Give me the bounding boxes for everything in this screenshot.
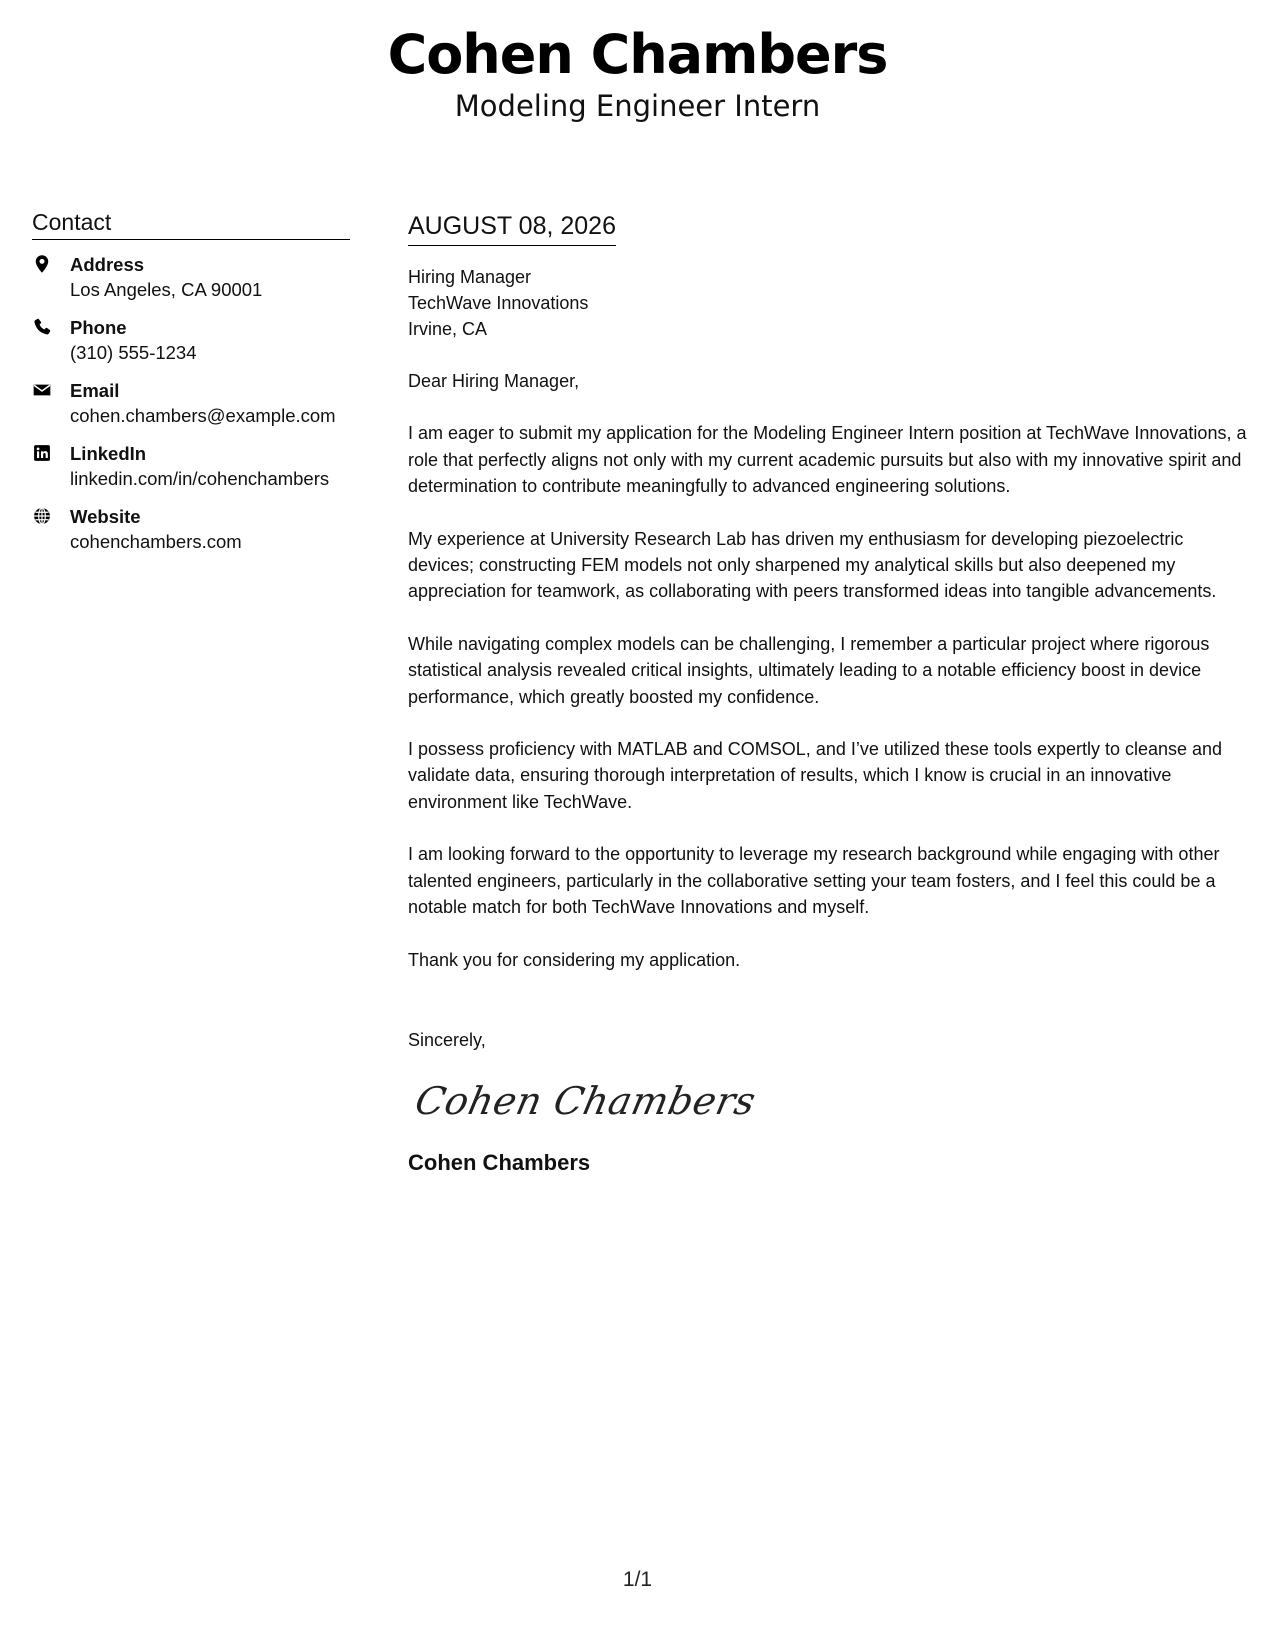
envelope-icon <box>32 378 70 400</box>
thanks-line: Thank you for considering my application. <box>408 949 741 970</box>
contact-item-email <box>32 378 350 428</box>
contact-value: Los Angeles, CA 90001 <box>70 279 263 300</box>
letter-header <box>0 24 1275 124</box>
contact-label: LinkedIn <box>70 443 147 464</box>
contact-value: cohenchambers.com <box>70 531 242 552</box>
applicant-name: Cohen Chambers <box>387 23 888 86</box>
recipient-company: TechWave Innovations <box>408 293 589 313</box>
contact-item-website <box>32 504 350 554</box>
salutation: Dear Hiring Manager, <box>408 371 580 391</box>
contact-item-linkedin <box>32 441 350 491</box>
contact-label: Email <box>70 380 120 401</box>
contact-label: Address <box>70 254 145 275</box>
letter-date: AUGUST 08, 2026 <box>408 210 616 246</box>
phone-icon <box>32 315 70 337</box>
paragraph-1: I am eager to submit my application for the Modeling Engineer Intern position at TechWave Innovations, a role that perfectly aligns not only with my current academic pursuits but also with my innovative spirit and determination to contribute meaningfully to advanced engineering solutions. <box>408 423 1247 497</box>
paragraph-4: I possess proficiency with MATLAB and COMSOL, and I’ve utilized these tools expertly to cleanse and validate data, ensuring thorough interpretation of results, which I know is crucial in an innovative environment like TechWave. <box>408 739 1223 812</box>
recipient-location: Irvine, CA <box>408 319 488 339</box>
recipient-block <box>408 264 1250 342</box>
contact-item-address <box>32 252 350 302</box>
location-pin-icon <box>32 252 70 274</box>
letter-body <box>408 210 1250 1177</box>
page-number: 1/1 <box>622 1568 653 1591</box>
contact-label: Phone <box>70 317 127 338</box>
contact-heading: Contact <box>32 208 350 240</box>
paragraph-5: I am looking forward to the opportunity to leverage my research background while engaging with other talented engineers, particularly in the collaborative setting your team fosters, and I feel this could be a notable match for both TechWave Innovations and myself. <box>408 844 1220 918</box>
paragraph-2: My experience at University Research Lab has driven my enthusiasm for developing piezoelectric devices; constructing FEM models not only sharpened my analytical skills but also deepened my appreciation for teamwork, as collaborating with peers transformed ideas into tangible advancements. <box>408 528 1217 602</box>
contact-value: linkedin.com/in/cohenchambers <box>70 468 330 489</box>
signed-name: Cohen Chambers <box>408 1150 591 1176</box>
contact-value: cohen.chambers@example.com <box>70 405 336 426</box>
recipient-title: Hiring Manager <box>408 267 532 287</box>
contact-list <box>32 252 350 554</box>
globe-icon <box>32 504 70 526</box>
contact-sidebar <box>32 208 350 567</box>
signature: Cohen Chambers <box>411 1079 760 1124</box>
paragraph-3: While navigating complex models can be challenging, I remember a particular project where rigorous statistical analysis revealed critical insights, ultimately leading to a notable efficiency boost in device performance, which greatly boosted my confidence. <box>408 633 1210 707</box>
contact-item-phone <box>32 315 350 365</box>
contact-value: (310) 555-1234 <box>70 342 197 363</box>
linkedin-icon <box>32 441 70 463</box>
contact-label: Website <box>70 506 141 527</box>
applicant-role: Modeling Engineer Intern <box>454 89 821 123</box>
closing: Sincerely, <box>408 1029 486 1050</box>
